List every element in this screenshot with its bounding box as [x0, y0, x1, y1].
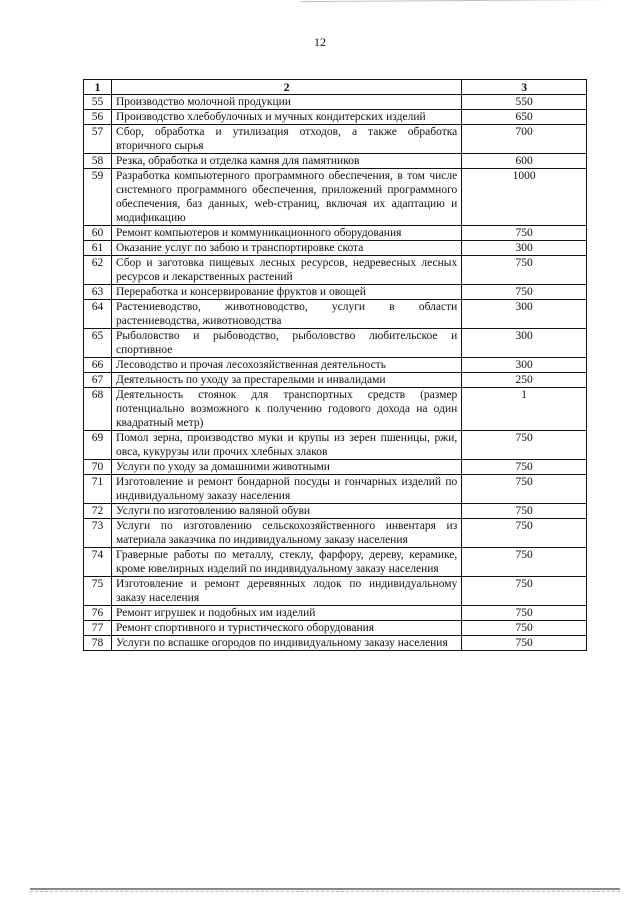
page-number: 12 — [314, 35, 326, 49]
row-number: 73 — [84, 519, 112, 548]
row-value: 650 — [462, 110, 587, 125]
table-row — [84, 548, 587, 577]
row-number: 68 — [84, 388, 112, 431]
row-activity: Деятельность стоянок для транспортных средств (размер потенциально возможного к получению годового дохода на один квадратный метр) — [111, 388, 461, 431]
row-value: 750 — [462, 226, 587, 241]
row-value: 750 — [462, 285, 587, 300]
table-row — [84, 431, 587, 460]
row-number: 69 — [84, 431, 112, 460]
row-number: 66 — [84, 358, 112, 373]
row-activity: Ремонт компьютеров и коммуникационного оборудования — [111, 226, 461, 241]
row-activity: Резка, обработка и отделка камня для памятников — [111, 154, 461, 169]
column-header-number: 1 — [84, 80, 112, 95]
table-row — [84, 329, 587, 358]
row-activity: Переработка и консервирование фруктов и овощей — [111, 285, 461, 300]
row-number: 58 — [84, 154, 112, 169]
table-row — [84, 256, 587, 285]
row-number: 76 — [84, 606, 112, 621]
table-row — [84, 373, 587, 388]
row-activity: Изготовление и ремонт бондарной посуды и гончарных изделий по индивидуальному заказу населения — [111, 475, 461, 504]
scan-bottom-line-dashed — [30, 889, 620, 892]
table-row — [84, 621, 587, 636]
column-header-value: 3 — [462, 80, 587, 95]
row-number: 77 — [84, 621, 112, 636]
row-activity: Ремонт спортивного и туристического оборудования — [111, 621, 461, 636]
row-value: 750 — [462, 606, 587, 621]
row-number: 78 — [84, 636, 112, 651]
row-number: 55 — [84, 95, 112, 110]
table-row — [84, 388, 587, 431]
row-activity: Сбор, обработка и утилизация отходов, а также обработка вторичного сырья — [111, 125, 461, 154]
row-value: 700 — [462, 125, 587, 154]
column-header-activity: 2 — [111, 80, 461, 95]
row-value: 1000 — [462, 169, 587, 226]
table-header-row — [84, 80, 587, 95]
table-row — [84, 241, 587, 256]
row-number: 74 — [84, 548, 112, 577]
row-number: 71 — [84, 475, 112, 504]
table-row — [84, 169, 587, 226]
row-activity: Граверные работы по металлу, стеклу, фарфору, дереву, керамике, кроме ювелирных изделий по индивидуальному заказу населения — [111, 548, 461, 577]
row-activity: Производство хлебобулочных и мучных кондитерских изделий — [111, 110, 461, 125]
row-activity: Лесоводство и прочая лесохозяйственная деятельность — [111, 358, 461, 373]
row-activity: Деятельность по уходу за престарелыми и инвалидами — [111, 373, 461, 388]
row-value: 550 — [462, 95, 587, 110]
row-value: 750 — [462, 519, 587, 548]
row-value: 300 — [462, 300, 587, 329]
row-value: 750 — [462, 621, 587, 636]
row-value: 300 — [462, 329, 587, 358]
row-number: 72 — [84, 504, 112, 519]
row-value: 600 — [462, 154, 587, 169]
table-row — [84, 606, 587, 621]
row-value: 750 — [462, 636, 587, 651]
row-value: 750 — [462, 577, 587, 606]
row-value: 750 — [462, 460, 587, 475]
row-activity: Рыболовство и рыбоводство, рыболовство любительское и спортивное — [111, 329, 461, 358]
row-number: 56 — [84, 110, 112, 125]
row-number: 64 — [84, 300, 112, 329]
row-number: 60 — [84, 226, 112, 241]
row-value: 750 — [462, 256, 587, 285]
row-number: 67 — [84, 373, 112, 388]
table-row — [84, 154, 587, 169]
table-row — [84, 95, 587, 110]
scan-edge-line — [300, 0, 640, 8]
row-activity: Ремонт игрушек и подобных им изделий — [111, 606, 461, 621]
activity-rates-table — [83, 79, 587, 651]
table-row — [84, 577, 587, 606]
table-row — [84, 110, 587, 125]
table-row — [84, 226, 587, 241]
row-number: 62 — [84, 256, 112, 285]
table-row — [84, 285, 587, 300]
row-activity: Растениеводство, животноводство, услуги в области растениеводства, животноводства — [111, 300, 461, 329]
row-value: 250 — [462, 373, 587, 388]
row-activity: Изготовление и ремонт деревянных лодок по индивидуальному заказу населения — [111, 577, 461, 606]
table-row — [84, 125, 587, 154]
row-activity: Производство молочной продукции — [111, 95, 461, 110]
row-number: 61 — [84, 241, 112, 256]
row-number: 70 — [84, 460, 112, 475]
row-activity: Оказание услуг по забою и транспортировке скота — [111, 241, 461, 256]
row-number: 59 — [84, 169, 112, 226]
row-activity: Разработка компьютерного программного обеспечения, в том числе системного программного обеспечения, приложений программного обеспечения, баз данных, web-страниц, включая их адаптацию и модификацию — [111, 169, 461, 226]
row-number: 75 — [84, 577, 112, 606]
table-row — [84, 358, 587, 373]
row-value: 750 — [462, 548, 587, 577]
table-row — [84, 460, 587, 475]
row-activity: Услуги по уходу за домашними животными — [111, 460, 461, 475]
table-row — [84, 519, 587, 548]
row-activity: Сбор и заготовка пищевых лесных ресурсов, недревесных лесных ресурсов и лекарственных растений — [111, 256, 461, 285]
table-row — [84, 504, 587, 519]
row-activity: Услуги по изготовлению сельскохозяйственного инвентаря из материала заказчика по индивидуальному заказу населения — [111, 519, 461, 548]
row-activity: Помол зерна, производство муки и крупы из зерен пшеницы, ржи, овса, кукурузы или прочих хлебных злаков — [111, 431, 461, 460]
table-row — [84, 636, 587, 651]
row-value: 300 — [462, 358, 587, 373]
table-row — [84, 475, 587, 504]
row-value: 1 — [462, 388, 587, 431]
row-value: 750 — [462, 431, 587, 460]
row-value: 750 — [462, 504, 587, 519]
row-activity: Услуги по изготовлению валяной обуви — [111, 504, 461, 519]
row-value: 750 — [462, 475, 587, 504]
row-value: 300 — [462, 241, 587, 256]
table-row — [84, 300, 587, 329]
row-number: 65 — [84, 329, 112, 358]
row-number: 57 — [84, 125, 112, 154]
row-activity: Услуги по вспашке огородов по индивидуальному заказу населения — [111, 636, 461, 651]
row-number: 63 — [84, 285, 112, 300]
